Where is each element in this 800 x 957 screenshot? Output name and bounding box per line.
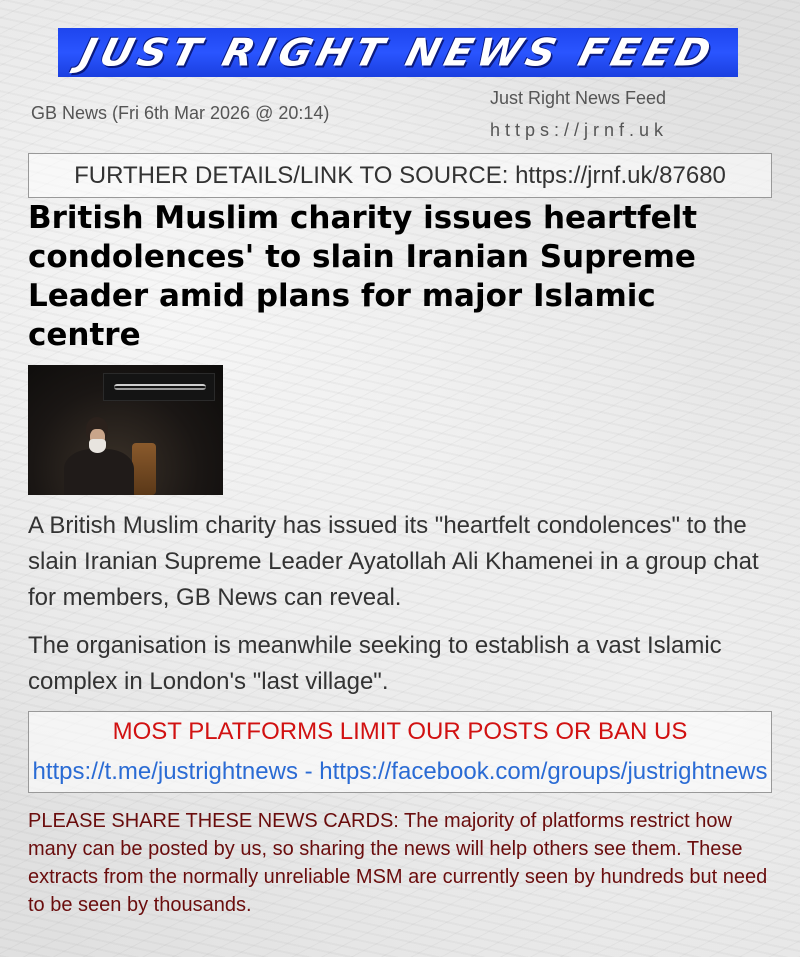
source-line: GB News (Fri 6th Mar 2026 @ 20:14) <box>31 103 330 123</box>
article-paragraph-1: A British Muslim charity has issued its "heartfelt condolences" to the slain Iranian Supreme Leader Ayatollah Ali Khamenei in a group chat for members, GB News can reveal. <box>28 512 759 611</box>
banner-title: JUST RIGHT NEWS FEED <box>75 30 721 75</box>
photo-calligraphy <box>114 384 206 390</box>
social-links[interactable]: https://t.me/justrightnews - https://facebook.com/groups/justrightnews <box>32 758 768 785</box>
platform-warning: MOST PLATFORMS LIMIT OUR POSTS OR BAN US <box>112 718 688 745</box>
photo-figure-beard <box>89 439 106 453</box>
photo-chair <box>132 443 156 495</box>
article-headline: British Muslim charity issues heartfelt condolences' to slain Iranian Supreme Leader amid plans for major Islamic centre <box>28 200 698 353</box>
photo-figure-body <box>64 449 134 495</box>
article-paragraph-2: The organisation is meanwhile seeking to establish a vast Islamic complex in London's "last village". <box>28 632 722 695</box>
social-links-box <box>28 711 772 793</box>
article-photo <box>28 365 223 495</box>
source-link-box[interactable] <box>28 153 772 198</box>
brand-name: Just Right News Feed <box>490 88 667 108</box>
share-notice: PLEASE SHARE THESE NEWS CARDS: The majority of platforms restrict how many can be posted by us, so sharing the news will help others see them. These extracts from the normally unreliable MSM are currently seen by hundreds but need to be seen by thousands. <box>28 810 768 916</box>
photo-wall-banner <box>103 373 215 401</box>
site-banner <box>58 28 738 77</box>
brand-url[interactable]: https://jrnf.uk <box>490 120 669 140</box>
source-link-text[interactable]: FURTHER DETAILS/LINK TO SOURCE: https://jrnf.uk/87680 <box>74 161 726 189</box>
